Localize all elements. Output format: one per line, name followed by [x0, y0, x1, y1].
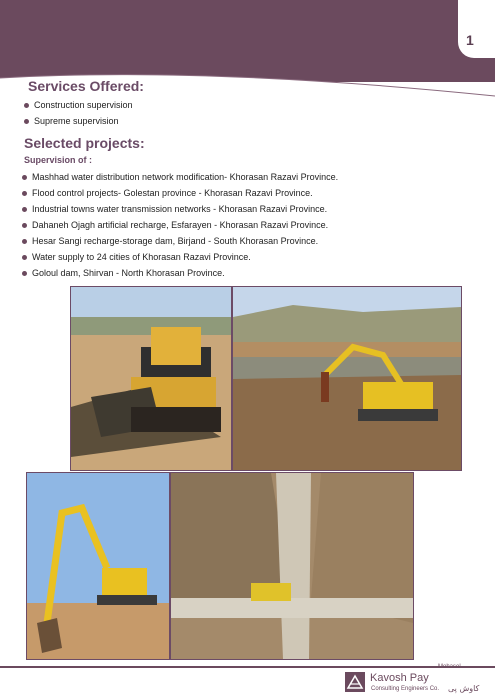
- list-item: Industrial towns water transmission networks - Khorasan Razavi Province.: [22, 201, 338, 217]
- projects-list: [22, 169, 338, 281]
- list-item: Goloul dam, Shirvan - North Khorasan Province.: [22, 265, 338, 281]
- list-item: Construction supervision: [24, 97, 133, 113]
- company-name: Kavosh Pay: [370, 672, 429, 684]
- photo-excavator-pit: [232, 286, 462, 471]
- list-item: Flood control projects- Golestan province - Khorasan Razavi Province.: [22, 185, 338, 201]
- company-subtitle: Consulting Engineers Co.: [371, 686, 440, 692]
- services-list: [24, 97, 133, 129]
- services-title: Services Offered:: [28, 78, 144, 94]
- company-tag: Mohasel: [438, 664, 461, 670]
- projects-title: Selected projects:: [24, 135, 145, 151]
- list-item: Water supply to 24 cities of Khorasan Razavi Province.: [22, 249, 338, 265]
- list-item: Mashhad water distribution network modification- Khorasan Razavi Province.: [22, 169, 338, 185]
- page-number: 1: [466, 32, 474, 48]
- list-item: Dahaneh Ojagh artificial recharge, Esfarayen - Khorasan Razavi Province.: [22, 217, 338, 233]
- photo-excavator-sky: [26, 472, 170, 660]
- list-item: Supreme supervision: [24, 113, 133, 129]
- company-logo: [345, 672, 365, 692]
- company-name-persian: کاوش پی: [448, 684, 480, 693]
- projects-subtitle: Supervision of :: [24, 155, 93, 165]
- page-tab: [458, 0, 495, 58]
- photo-canal: [170, 472, 414, 660]
- list-item: Hesar Sangi recharge-storage dam, Birjand - South Khorasan Province.: [22, 233, 338, 249]
- photo-loader: [70, 286, 232, 471]
